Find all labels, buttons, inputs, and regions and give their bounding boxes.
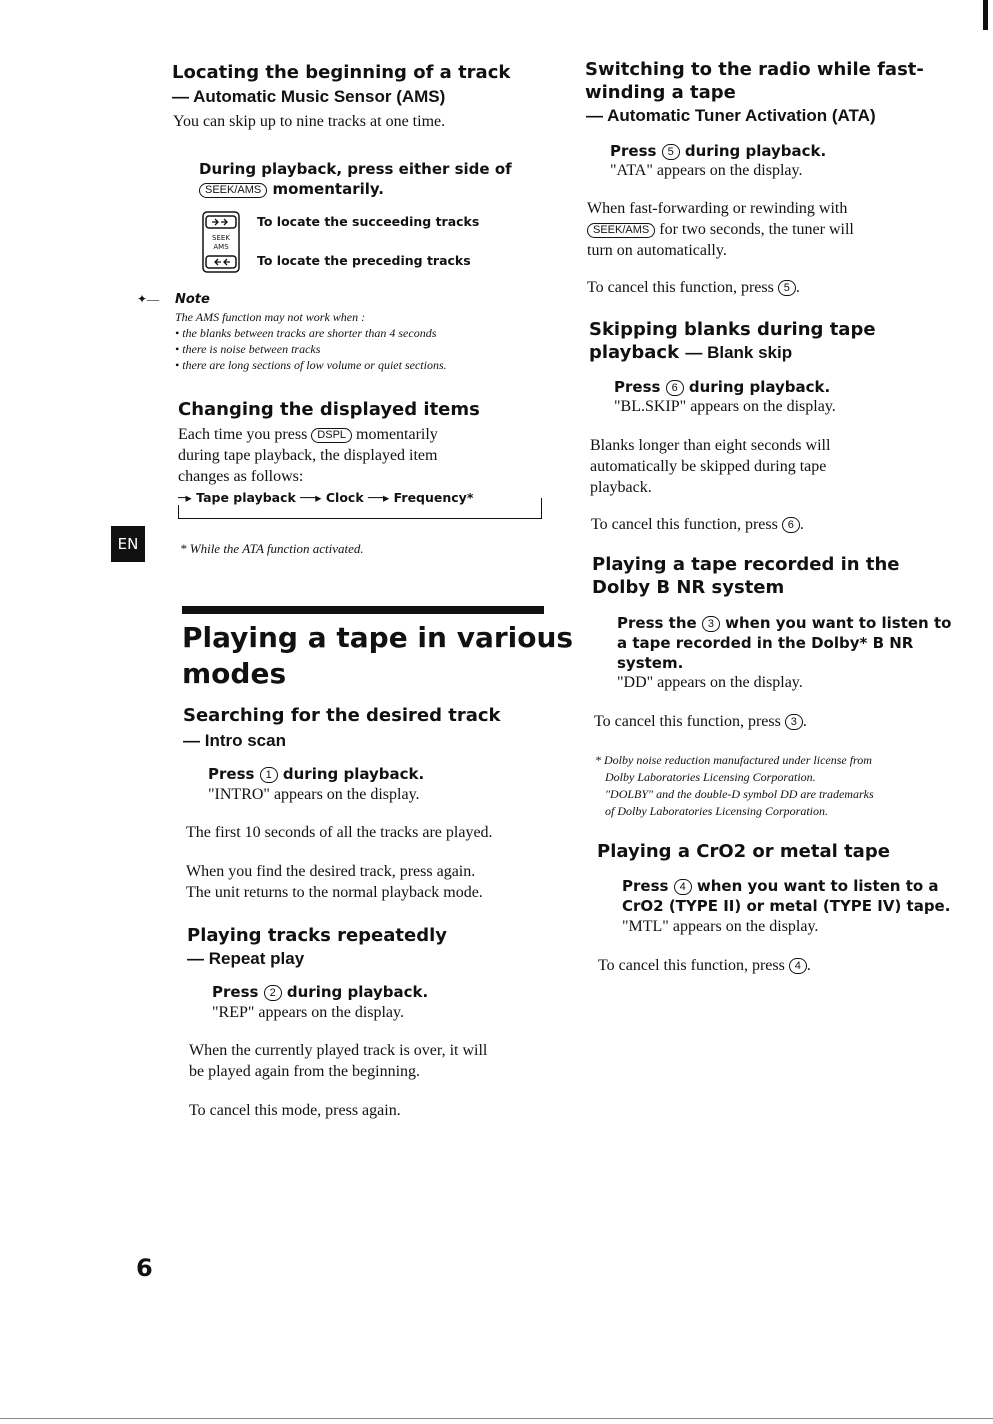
rocker-ams-text: AMS <box>213 243 229 251</box>
seek-ams-button-label: SEEK/AMS <box>199 183 267 198</box>
intro-scan-p1: The first 10 seconds of all the tracks are played. <box>186 824 493 841</box>
modes-rule <box>182 606 544 614</box>
language-tab <box>111 526 145 562</box>
repeat-instruction: Press 2 during playback. <box>212 983 429 1001</box>
note-item: • the blanks between tracks are shorter than 4 seconds <box>175 326 437 340</box>
rocker-seek-text: SEEK <box>212 234 230 242</box>
metal-title: Playing a CrO2 or metal tape <box>597 841 890 862</box>
preceding-label: To locate the preceding tracks <box>257 253 471 268</box>
key-2-label: 2 <box>264 985 282 1001</box>
repeat-subtitle: — Repeat play <box>187 949 305 968</box>
dolby-display: "DD" appears on the display. <box>617 674 803 691</box>
key-5-label: 5 <box>662 144 680 160</box>
margin-mark-icon: ✦— <box>137 292 160 306</box>
display-title: Changing the displayed items <box>178 399 480 420</box>
dolby-instruction: Press the 3 when you want to listen to a tape recorded in the Dolby* B NR system. <box>617 614 952 672</box>
intro-scan-title: Searching for the desired track <box>183 705 501 726</box>
flow-row: ─▸ Tape playback ──▸ Clock ──▸ Frequency* <box>178 490 474 505</box>
ata-cancel: To cancel this function, press 5 . <box>587 279 800 296</box>
metal-instruction: Press 4 when you want to listen to a CrO2 (TYPE II) or metal (TYPE IV) tape. <box>622 877 951 915</box>
blank-skip-instruction: Press 6 during playback. <box>614 378 831 396</box>
repeat-title: Playing tracks repeatedly <box>187 925 447 946</box>
dolby-footnote: * Dolby noise reduction manufactured under license from Dolby Laboratories Licensing Corporation. "DOLBY" and the double-D symbol DD are trademarks of Dolby Laboratories Licensing Corporation. <box>595 753 874 818</box>
ams-title: Locating the beginning of a track <box>172 62 511 83</box>
blank-skip-title: Skipping blanks during tape playback — Blank skip <box>589 319 876 363</box>
repeat-p1: When the currently played track is over, it will be played again from the beginning. <box>189 1042 488 1080</box>
seek-ams-button-label: SEEK/AMS <box>587 223 655 238</box>
ata-title: Switching to the radio while fast- winding a tape <box>585 59 924 103</box>
ams-intro: You can skip up to nine tracks at one time. <box>173 113 446 130</box>
ata-subtitle: — Automatic Tuner Activation (ATA) <box>586 106 876 125</box>
blank-skip-cancel: To cancel this function, press 6 . <box>591 516 804 533</box>
metal-display: "MTL" appears on the display. <box>622 918 819 935</box>
display-footnote: * While the ATA function activated. <box>180 541 364 556</box>
note-item: • there are long sections of low volume or quiet sections. <box>175 358 447 372</box>
blank-skip-display: "BL.SKIP" appears on the display. <box>614 398 836 415</box>
note-list <box>175 325 535 373</box>
key-1-label: 1 <box>260 767 278 783</box>
key-4-label: 4 <box>674 879 692 895</box>
intro-scan-display: "INTRO" appears on the display. <box>208 786 420 803</box>
page-edge-line <box>0 1418 993 1419</box>
flow-step: Tape playback <box>196 490 296 505</box>
ams-instruction <box>199 159 529 199</box>
ams-subtitle: — Automatic Music Sensor (AMS) <box>172 87 446 106</box>
language-tab-label: EN <box>117 535 139 553</box>
metal-cancel: To cancel this function, press 4 . <box>598 957 811 974</box>
note-heading: Note <box>175 292 210 307</box>
dspl-button-label: DSPL <box>311 428 352 443</box>
ams-instruction-a: During playback, press either side of <box>199 160 512 178</box>
seek-ams-rocker-icon <box>202 211 240 278</box>
intro-scan-subtitle: — Intro scan <box>183 731 286 750</box>
repeat-p2: To cancel this mode, press again. <box>189 1102 401 1119</box>
key-6-label: 6 <box>666 380 684 396</box>
succeeding-label: To locate the succeeding tracks <box>257 214 480 229</box>
key-6-label: 6 <box>782 517 800 533</box>
ata-display: "ATA" appears on the display. <box>610 162 803 179</box>
key-3-label: 3 <box>785 714 803 730</box>
display-body: Each time you press DSPL momentarily during tape playback, the displayed item changes as follows: <box>178 426 438 485</box>
margin-bar <box>983 0 988 30</box>
flow-step: Clock <box>325 490 364 505</box>
dolby-title: Playing a tape recorded in the Dolby B NR system <box>592 554 900 598</box>
intro-scan-p2: When you find the desired track, press again. The unit returns to the normal playback mode. <box>186 863 483 901</box>
repeat-display: "REP" appears on the display. <box>212 1004 404 1021</box>
key-3-label: 3 <box>702 616 720 632</box>
blank-skip-p1: Blanks longer than eight seconds will automatically be skipped during tape playback. <box>590 437 831 496</box>
ata-instruction: Press 5 during playback. <box>610 142 827 160</box>
page-number: 6 <box>136 1254 153 1282</box>
key-5-label: 5 <box>778 280 796 296</box>
dolby-cancel: To cancel this function, press 3 . <box>594 713 807 730</box>
flow-step: Frequency* <box>393 490 474 505</box>
intro-scan-instruction: Press 1 during playback. <box>208 765 425 783</box>
ata-p1: When fast-forwarding or rewinding with SEEK/AMS for two seconds, the tuner will turn on automatically. <box>587 200 854 259</box>
display-flow-diagram <box>178 488 542 520</box>
key-4-label: 4 <box>789 958 807 974</box>
note-item: • there is noise between tracks <box>175 342 321 356</box>
modes-title: Playing a tape in various modes <box>182 621 574 690</box>
ams-instruction-b: momentarily. <box>272 180 384 198</box>
note-intro: The AMS function may not work when : <box>175 310 366 324</box>
